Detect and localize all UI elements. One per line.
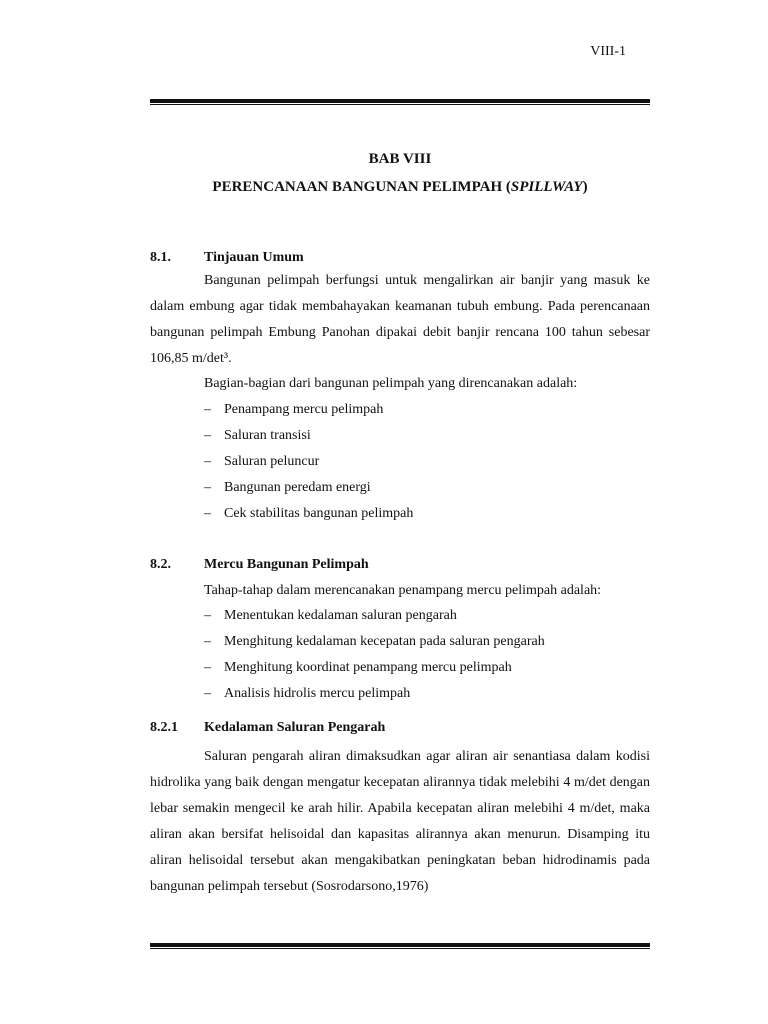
list-item: – Saluran peluncur	[204, 454, 320, 469]
section-heading-8-2	[150, 557, 369, 573]
chapter-title-main: PERENCANAAN BANGUNAN PELIMPAH (	[212, 179, 511, 195]
list-item: – Saluran transisi	[204, 428, 311, 443]
section-heading-8-1	[150, 250, 304, 266]
section-paragraph: Bangunan pelimpah berfungsi untuk mengalirkan air banjir yang masuk ke dalam embung agar tidak membahayakan keamanan tubuh embung. Pada perencanaan bangunan pelimpah Embung Panohan dipakai debit banjir rencana 100 tahun sebesar 106,85 m/det³.	[150, 273, 650, 366]
page-number: VIII-1	[590, 44, 626, 59]
list-item: – Menentukan kedalaman saluran pengarah	[204, 608, 457, 623]
footer-rule	[150, 943, 650, 949]
list-item: – Bangunan peredam energi	[204, 480, 371, 495]
list-item: – Analisis hidrolis mercu pelimpah	[204, 686, 411, 701]
list-item: – Cek stabilitas bangunan pelimpah	[204, 506, 414, 521]
section-paragraph: Saluran pengarah aliran dimaksudkan agar aliran air senantiasa dalam kodisi hidrolika yang baik dengan mengatur kecepatan alirannya tidak melebihi 4 m/det dengan lebar semakin mengecil ke arah hilir. Apabila kecepatan aliran melebihi 4 m/det, maka aliran akan bersifat helisoidal dan kapasitas alirannya akan menurun. Disamping itu aliran helisoidal tersebut akan mengakibatkan peningkatan beban hidrodinamis pada bangunan pelimpah tersebut (Sosrodarsono,1976)	[150, 749, 650, 894]
list-item: – Menghitung kedalaman kecepatan pada saluran pengarah	[204, 634, 545, 649]
chapter-label: BAB VIII	[368, 151, 432, 167]
chapter-title	[150, 179, 650, 196]
section-number: 8.2.1	[150, 720, 178, 735]
section-number: 8.2.	[150, 557, 171, 572]
list-item: – Menghitung koordinat penampang mercu pelimpah	[204, 660, 512, 675]
chapter-title-end: )	[582, 179, 588, 195]
list-item: – Penampang mercu pelimpah	[204, 402, 384, 417]
chapter-title-italic: SPILLWAY	[510, 179, 583, 195]
section-title: Mercu Bangunan Pelimpah	[204, 557, 369, 572]
list-intro: Bagian-bagian dari bangunan pelimpah yang direncanakan adalah:	[204, 376, 578, 391]
list-intro: Tahap-tahap dalam merencanakan penampang mercu pelimpah adalah:	[204, 583, 602, 598]
section-heading-8-2-1	[150, 720, 385, 736]
steps-list	[204, 603, 545, 707]
section-number: 8.1.	[150, 250, 171, 265]
section-title: Kedalaman Saluran Pengarah	[204, 720, 386, 735]
header-rule	[150, 99, 650, 105]
component-list	[204, 397, 413, 527]
section-title: Tinjauan Umum	[204, 250, 304, 265]
